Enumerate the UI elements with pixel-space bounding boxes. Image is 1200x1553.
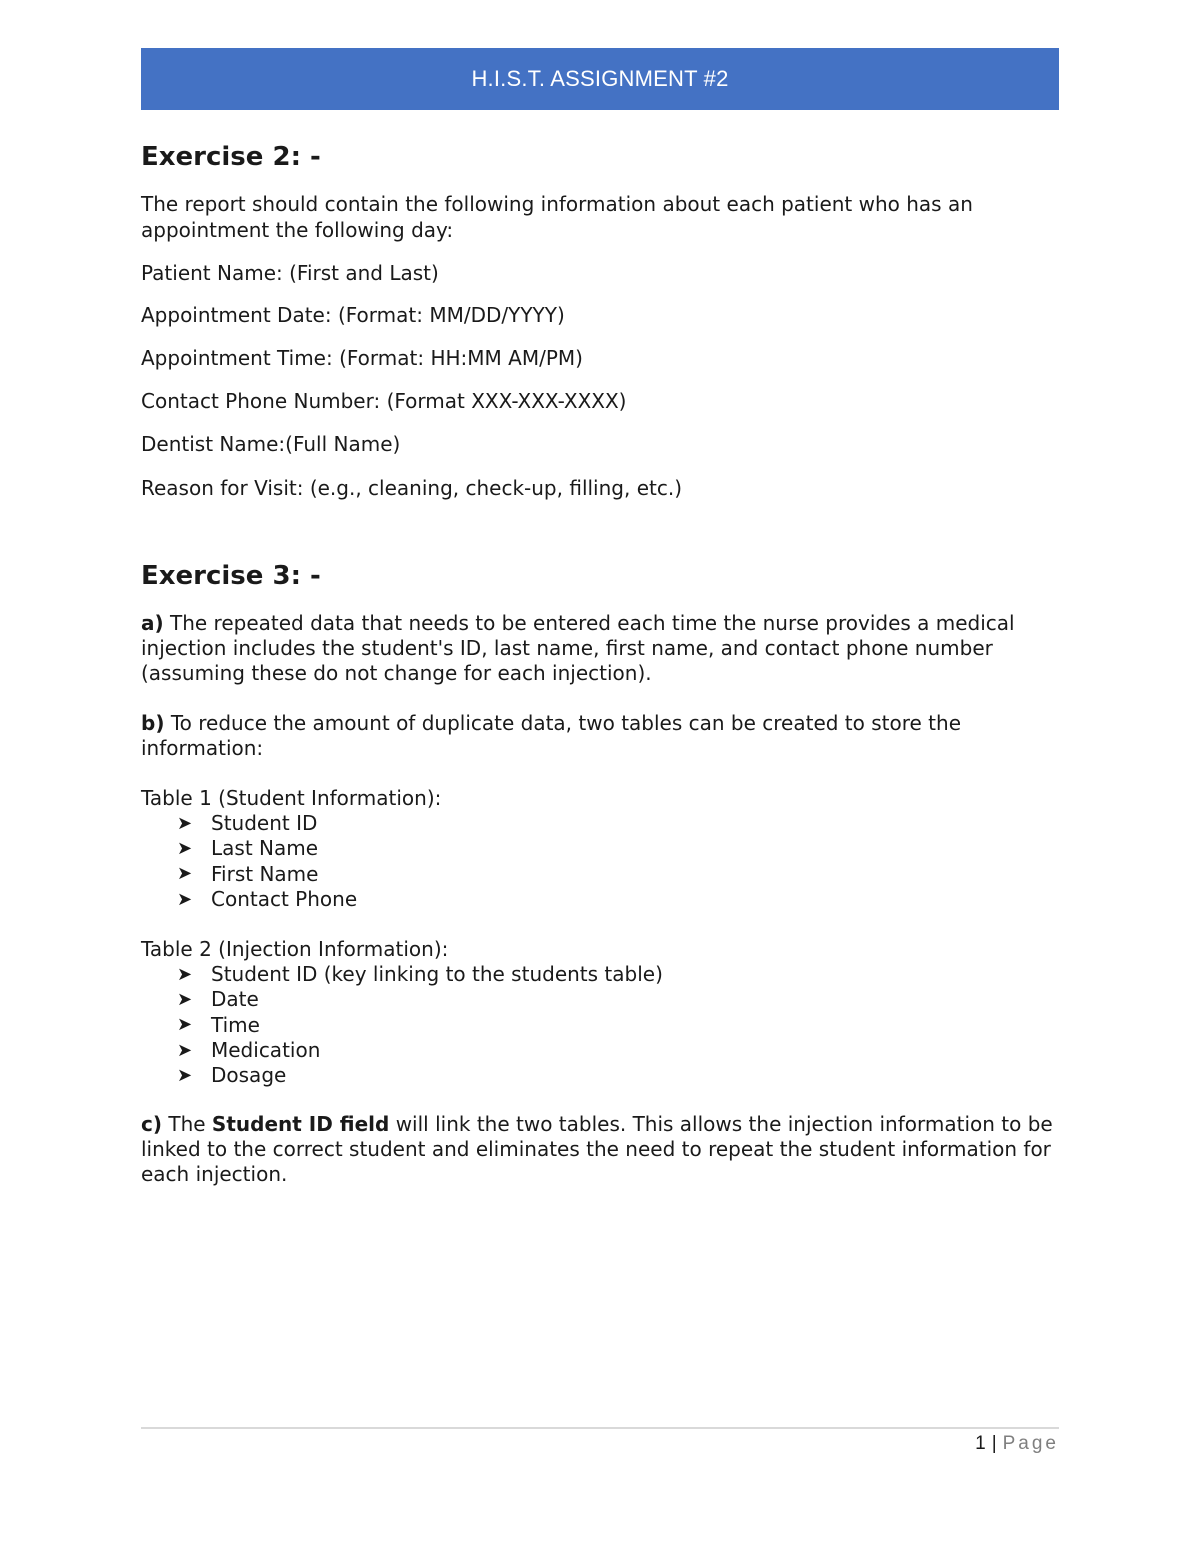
list-item: ➤ First Name bbox=[177, 861, 319, 886]
table-1-list bbox=[141, 811, 357, 912]
arrow-bullet-icon: ➤ bbox=[177, 837, 193, 859]
table-1-title: Table 1 (Student Information): bbox=[141, 786, 442, 810]
arrow-bullet-icon: ➤ bbox=[177, 888, 193, 910]
arrow-bullet-icon: ➤ bbox=[177, 1039, 193, 1061]
field-patient-name: Patient Name: (First and Last) bbox=[141, 261, 439, 285]
exercise-2-heading: Exercise 2: - bbox=[141, 142, 321, 172]
part-a-text: The repeated data that needs to be entered each time the nurse provides a medical injection includes the student's ID, last name, first name, and contact phone number (assuming these do not change for each injection). bbox=[141, 611, 1015, 685]
arrow-bullet-icon: ➤ bbox=[177, 988, 193, 1010]
list-item: ➤ Medication bbox=[177, 1037, 321, 1062]
page-footer bbox=[975, 1433, 1059, 1455]
field-dentist-name: Dentist Name:(Full Name) bbox=[141, 432, 401, 456]
header-band bbox=[141, 48, 1059, 110]
exercise-2-intro: The report should contain the following information about each patient who has an appointment the following day: bbox=[141, 192, 973, 242]
arrow-bullet-icon: ➤ bbox=[177, 812, 193, 834]
list-item: ➤ Contact Phone bbox=[177, 886, 358, 911]
part-c-text-pre: The bbox=[168, 1112, 206, 1136]
part-c-text-post: will link the two tables. This allows the injection information to be linked to the correct student and eliminates the need to repeat the student information for each injection. bbox=[141, 1112, 1053, 1186]
part-b-text: To reduce the amount of duplicate data, two tables can be created to store the information: bbox=[141, 711, 962, 760]
document-title: H.I.S.T. ASSIGNMENT #2 bbox=[471, 66, 729, 91]
exercise-3-part-c bbox=[141, 1112, 1061, 1187]
table-2-title: Table 2 (Injection Information): bbox=[141, 937, 449, 961]
list-item: ➤ Last Name bbox=[177, 836, 319, 861]
part-c-label: c) bbox=[141, 1112, 162, 1136]
field-appointment-date: Appointment Date: (Format: MM/DD/YYYY) bbox=[141, 303, 565, 327]
exercise-3-part-a bbox=[141, 611, 1061, 686]
field-reason-for-visit: Reason for Visit: (e.g., cleaning, check-up, filling, etc.) bbox=[141, 476, 682, 500]
part-b-label: b) bbox=[141, 711, 165, 735]
list-item: ➤ Dosage bbox=[177, 1063, 287, 1088]
page-number: 1 bbox=[975, 1433, 986, 1454]
list-item: ➤ Student ID (key linking to the students table) bbox=[177, 962, 663, 986]
part-a-label: a) bbox=[141, 611, 164, 635]
list-item: ➤ Time bbox=[177, 1012, 260, 1037]
footer-separator: | bbox=[991, 1433, 997, 1454]
arrow-bullet-icon: ➤ bbox=[177, 963, 193, 985]
exercise-3-heading: Exercise 3: - bbox=[141, 561, 321, 591]
page-label: Page bbox=[1002, 1433, 1059, 1454]
exercise-3-part-b bbox=[141, 711, 1061, 761]
arrow-bullet-icon: ➤ bbox=[177, 1064, 193, 1086]
list-item: ➤ Student ID bbox=[177, 811, 318, 835]
footer-divider bbox=[141, 1427, 1059, 1429]
list-item: ➤ Date bbox=[177, 987, 259, 1012]
part-c-text-bold: Student ID field bbox=[211, 1112, 390, 1136]
table-2-list bbox=[141, 962, 663, 1088]
arrow-bullet-icon: ➤ bbox=[177, 863, 193, 885]
field-appointment-time: Appointment Time: (Format: HH:MM AM/PM) bbox=[141, 346, 583, 370]
arrow-bullet-icon: ➤ bbox=[177, 1014, 193, 1036]
field-contact-phone: Contact Phone Number: (Format XXX-XXX-XXXX) bbox=[141, 389, 627, 413]
